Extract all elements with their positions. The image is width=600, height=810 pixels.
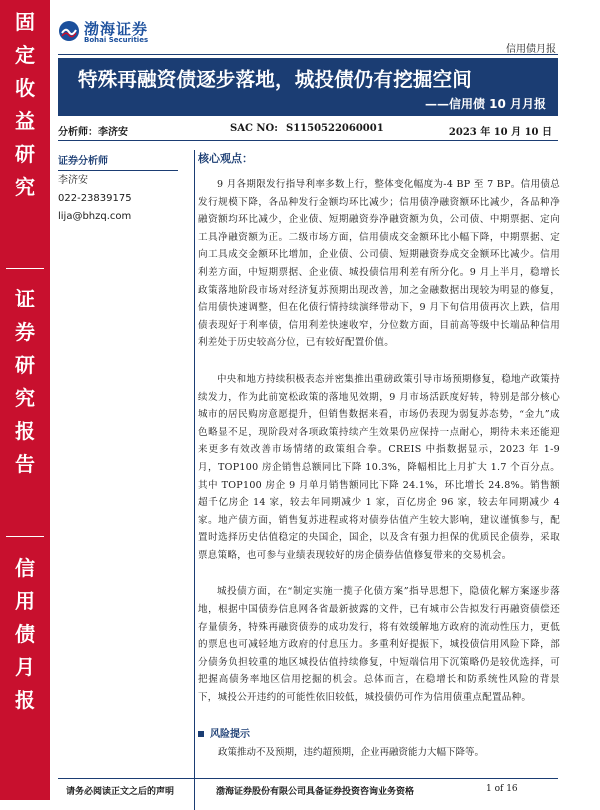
sidebar-research-report — [0, 283, 50, 481]
risk-heading-text: 风险提示 — [210, 728, 250, 740]
footer-company: 渤海证券股份有限公司具备证券投资咨询业务资格 — [216, 787, 415, 797]
sidebar-fixed-income-research — [0, 6, 50, 204]
paragraph-market: 9 月各期限发行指导利率多数上行，整体变化幅度为-4 BP 至 7 BP。信用债总发行规模下降，各品种发行金额均环比减少；信用债净融资额环比减少，各品种净融资额均环比减少，企业债、短期融资券净融资额为负，公司债、中期票据、定向工具净融资额为正。二级市场方面，信用债成交金额环比小幅下降，中期票据、定向工具成交金额环比增加，企业债、公司债、短期融资券成交金额环比减少。信用利差方面，中短期票据、企业债、城投债信用利差有所分化。9 月上半月，稳增长政策落地阶段市场对经济复苏预期出现改善，加之金融数据出现较为明显的修复，信用债快速调整，但在化债行情持续演绎带动下，9 月下旬信用债再次上跌，信用债表现好于利率债，信用利差快速收窄，分位数方面，目前高等级中长端品种信用利差处于历史较高分位，已有较好配置价值。 — [198, 179, 560, 349]
sidebar — [0, 0, 50, 800]
analyst-label: 分析师：李济安 — [58, 127, 128, 138]
sidebar-char: 信 — [15, 556, 35, 580]
meta-bar — [58, 118, 558, 141]
sidebar-char: 报 — [15, 419, 35, 443]
title-banner — [58, 58, 558, 116]
paragraph-real-estate: 中央和地方持续积极表态并密集推出重磅政策引导市场预期修复，稳地产政策持续发力，作为此前宽松政策的落地见效期，9 月市场活跃度好转，特别是部分核心城市的居民购房意愿提升，但销售数据来看，市场仍表现为弱复苏态势，“金九”成色略显不足，现阶段对各项政策持续产生效果仍应保持一点耐心，期待未来还能迎来更多有效改善市场情绪的政策组合拳。CREIS 中指数据显示，2023 年 1-9 月，TOP100 房企销售总额同比下降 10.3%，降幅相比上月扩大 1.7 个百分点。其中 TOP100 房企 9 月单月销售额同比下降 24.1%，环比增长 24.8%。销售额超千亿房企 14 家，较去年同期减少 1 家，百亿房企 96 家，较去年同期减少 4 家。地产债方面，销售复苏进程或将对债券估值产生较大影响，建议谨慎参与，配置时选择历史估值稳定的央国企，国企，以及含有强力担保的优质民企债券，采取票息策略，也可参与业绩表现较好的房企债券估值修复带来的交易机会。 — [198, 373, 561, 561]
core-views-heading: 核心观点： — [198, 152, 253, 165]
brand-name-en: Bohai Securities — [84, 36, 149, 44]
report-title: 特殊再融资债逐步落地，城投债仍有挖掘空间 — [78, 68, 473, 91]
sidebar-char: 用 — [15, 589, 35, 613]
report-type: 信用债月报 — [506, 44, 556, 55]
sidebar-char: 究 — [15, 175, 35, 199]
paragraph-urban-investment: 城投债方面，在“制定实施一揽子化债方案”指导思想下，隐债化解方案逐步落地，根据中国债券信息网各省最新披露的文件，已有城市公告拟发行再融资债偿还存量债务，特殊再融资债券的成功发行，将有效缓解地方政府的流动性压力，更低的票息也可减轻地方政府的付息压力。多重利好提振下，城投债信用风险下降，部分债务负担较重的地区城投估值持续修复，中短端信用下沉策略仍是较优选择，可把握高债务率地区信用挖掘的机会。总体而言，在稳增长和防系统性风险的背景下，城投公开违约的可能性依旧较低，城投债仍可作为信用债重点配置品种。 — [198, 586, 560, 704]
sidebar-credit-monthly — [0, 552, 50, 717]
sidebar-char: 研 — [15, 353, 35, 377]
sidebar-char: 益 — [15, 109, 35, 133]
sidebar-char: 告 — [15, 452, 35, 476]
main-content — [198, 150, 560, 758]
sidebar-char: 研 — [15, 142, 35, 166]
sidebar-char: 定 — [15, 43, 35, 67]
footer-disclaimer: 请务必阅读正文之后的声明 — [66, 787, 175, 797]
column-divider — [194, 150, 195, 810]
page-number: 1 of 16 — [486, 784, 518, 794]
footer-rule — [58, 778, 558, 779]
sidebar-divider — [6, 536, 44, 537]
risk-section — [198, 725, 560, 758]
analyst-panel — [58, 152, 178, 225]
report-subtitle: ——信用债 10 月月报 — [424, 97, 546, 111]
sidebar-char: 债 — [15, 622, 35, 646]
sidebar-char: 究 — [15, 386, 35, 410]
header-rule — [58, 54, 558, 55]
report-date: 2023 年 10 月 10 日 — [448, 127, 552, 138]
sidebar-char: 收 — [15, 76, 35, 100]
analyst-email[interactable]: lija@bhzq.com — [58, 211, 132, 222]
sidebar-divider — [6, 268, 44, 269]
sidebar-char: 证 — [15, 287, 35, 311]
sidebar-char: 报 — [15, 688, 35, 712]
sidebar-char: 月 — [15, 655, 35, 679]
sac-label: SAC NO: — [230, 123, 278, 134]
analyst-heading-rule — [58, 170, 178, 171]
analyst-name: 李济安 — [58, 175, 88, 186]
brand-logo-icon — [58, 20, 80, 42]
square-bullet-icon — [198, 731, 204, 737]
brand-logo — [58, 20, 178, 46]
analyst-heading: 证券分析师 — [58, 156, 108, 167]
risk-heading — [198, 725, 560, 740]
brand-name-cn: 渤海证券 — [84, 20, 149, 38]
sidebar-char: 券 — [15, 320, 35, 344]
sac-number: S1150522060001 — [286, 123, 384, 134]
risk-body: 政策推动不及预期，违约超预期，企业再融资能力大幅下降等。 — [218, 746, 485, 758]
analyst-phone: 022-23839175 — [58, 193, 132, 204]
sidebar-char: 固 — [15, 10, 35, 34]
